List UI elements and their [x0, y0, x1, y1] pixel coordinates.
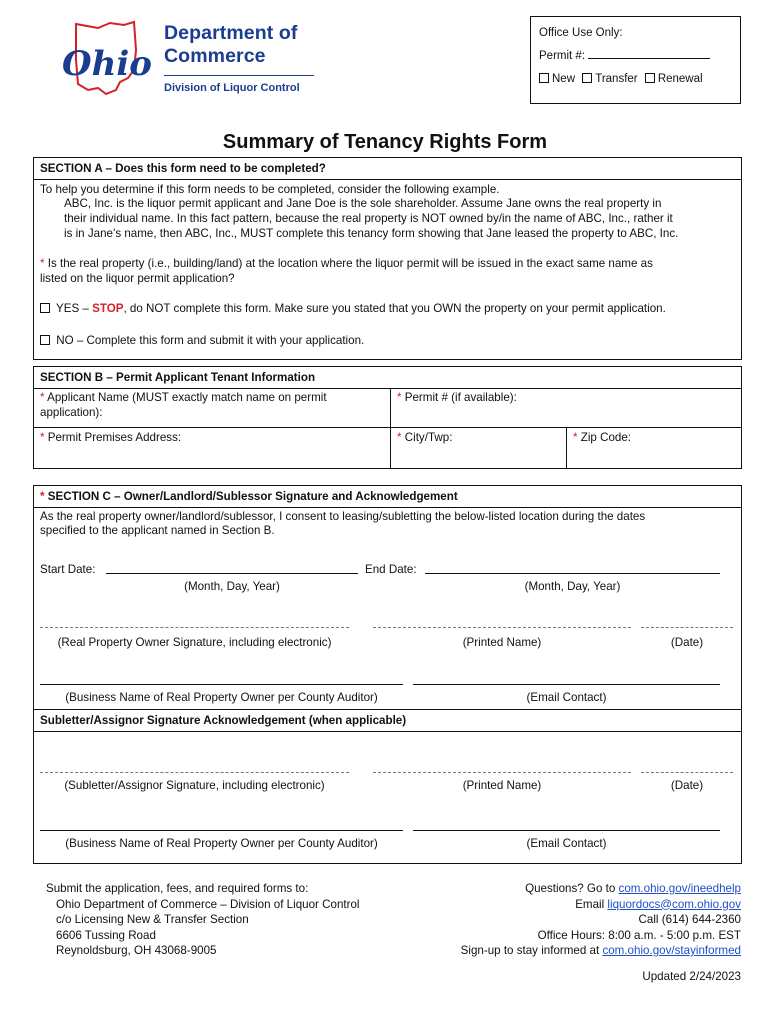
premises-address-field[interactable]: * Permit Premises Address: — [34, 428, 391, 468]
stop-label: STOP — [92, 302, 124, 315]
example-line-2: their individual name. In this fact pattern, because the real property is NOT owned by/in the name of ABC, Inc., rather it — [64, 212, 673, 225]
section-b — [33, 366, 742, 469]
yes-option — [40, 301, 666, 316]
start-date-hint: (Month, Day, Year) — [184, 580, 280, 593]
address-line-1: Ohio Department of Commerce – Division of Liquor Control — [56, 897, 360, 911]
owner-printed-name-caption: (Printed Name) — [462, 636, 542, 649]
submission-address-block — [46, 881, 360, 959]
department-name: Department of Commerce — [164, 22, 298, 67]
form-title: Summary of Tenancy Rights Form — [222, 131, 548, 153]
office-use-box — [530, 16, 741, 104]
subletter-date-field[interactable] — [641, 772, 733, 773]
yes-checkbox[interactable] — [40, 303, 50, 313]
email-link[interactable]: liquordocs@com.ohio.gov — [607, 897, 741, 911]
yes-label: YES – — [56, 302, 89, 315]
section-c — [33, 485, 742, 864]
no-checkbox[interactable] — [40, 335, 50, 345]
end-date-field[interactable] — [425, 573, 720, 574]
address-line-3: 6606 Tussing Road — [56, 928, 156, 942]
yes-instructions: , do NOT complete this form. Make sure you stated that you OWN the property on your permit application. — [123, 302, 666, 315]
new-checkbox[interactable] — [539, 73, 549, 83]
updated-date: Updated 2/24/2023 — [642, 969, 741, 983]
owner-date-caption: (Date) — [670, 636, 704, 649]
ownership-question-line-1: * Is the real property (i.e., building/land) at the location where the liquor permit will be issued in the exact same name as — [40, 257, 653, 270]
start-date-field[interactable] — [106, 573, 358, 574]
no-option — [40, 333, 364, 348]
permit-number-label: Permit #: — [539, 50, 586, 62]
contact-block — [461, 881, 741, 984]
section-a — [33, 157, 742, 360]
example-line-3: is in Jane’s name, then ABC, Inc., MUST complete this tenancy form showing that Jane leased the property to ABC, Inc. — [64, 227, 679, 240]
section-a-intro: To help you determine if this form needs to be completed, consider the following example. — [40, 183, 500, 196]
subletter-printed-name-field[interactable] — [373, 772, 631, 773]
end-date-hint: (Month, Day, Year) — [524, 580, 621, 593]
permit-number-field[interactable] — [588, 48, 710, 59]
consent-line-1: As the real property owner/landlord/sublessor, I consent to leasing/subletting the below-listed location during the dates — [40, 510, 646, 523]
address-line-2: c/o Licensing New & Transfer Section — [56, 913, 249, 926]
email-line: Email liquordocs@com.ohio.gov — [575, 897, 741, 911]
signup-line: Sign-up to stay informed at com.ohio.gov/stayinformed — [460, 944, 741, 957]
permit-number-field-b[interactable]: * Permit # (if available): — [391, 388, 741, 428]
zip-code-field[interactable]: * Zip Code: — [573, 431, 632, 444]
applicant-name-field[interactable]: * Applicant Name (MUST exactly match name on permit application): — [34, 388, 391, 428]
subletter-signature-caption: (Subletter/Assignor Signature, including electronic) — [64, 779, 325, 792]
subletter-printed-name-caption: (Printed Name) — [462, 779, 542, 792]
logo-divider — [164, 75, 314, 76]
phone-line: Call (614) 644-2360 — [638, 913, 741, 926]
start-date-label: Start Date: — [40, 563, 96, 576]
subletter-email-field[interactable] — [413, 830, 720, 831]
division-name: Division of Liquor Control — [164, 82, 300, 94]
end-date-label: End Date: — [365, 563, 417, 576]
section-a-heading: SECTION A – Does this form need to be completed? — [34, 158, 741, 180]
office-use-title: Office Use Only: — [539, 27, 623, 39]
consent-line-2: specified to the applicant named in Section B. — [40, 524, 275, 537]
city-field[interactable]: * City/Twp: — [391, 428, 567, 468]
owner-printed-name-field[interactable] — [373, 627, 631, 628]
subletter-business-name-caption: (Business Name of Real Property Owner per County Auditor) — [65, 837, 378, 850]
ownership-question-line-2: listed on the liquor permit application? — [40, 272, 235, 285]
owner-date-field[interactable] — [641, 627, 733, 628]
help-line: Questions? Go to com.ohio.gov/ineedhelp — [525, 882, 741, 895]
help-link[interactable]: com.ohio.gov/ineedhelp — [618, 882, 741, 895]
ohio-commerce-logo — [58, 20, 323, 100]
example-line-1: ABC, Inc. is the liquor permit applicant and Jane Doe is the sole shareholder. Assume Jane owns the real property in — [64, 197, 662, 210]
owner-email-field[interactable] — [413, 684, 720, 685]
owner-business-name-field[interactable] — [40, 684, 403, 685]
section-b-heading: SECTION B – Permit Applicant Tenant Information — [34, 367, 741, 389]
address-line-4: Reynoldsburg, OH 43068-9005 — [56, 944, 217, 957]
section-c-heading: * SECTION C – Owner/Landlord/Sublessor Signature and Acknowledgement — [34, 486, 741, 508]
subletter-email-caption: (Email Contact) — [526, 837, 607, 850]
owner-signature-field[interactable] — [40, 627, 349, 628]
renewal-checkbox[interactable] — [645, 73, 655, 83]
owner-business-name-caption: (Business Name of Real Property Owner per County Auditor) — [65, 691, 378, 704]
no-label: NO – Complete this form and submit it with your application. — [56, 334, 365, 347]
permit-type-options — [539, 68, 732, 91]
permit-number-row — [539, 45, 732, 68]
owner-email-caption: (Email Contact) — [526, 691, 607, 704]
renewal-option-label: Renewal — [657, 73, 703, 85]
subletter-heading: Subletter/Assignor Signature Acknowledgement (when applicable) — [34, 709, 741, 732]
submit-intro: Submit the application, fees, and required forms to: — [46, 882, 309, 895]
transfer-checkbox[interactable] — [582, 73, 592, 83]
new-option-label: New — [552, 73, 576, 85]
subletter-date-caption: (Date) — [670, 779, 704, 792]
owner-signature-caption: (Real Property Owner Signature, including electronic) — [57, 636, 332, 649]
subletter-business-name-field[interactable] — [40, 830, 403, 831]
subletter-signature-field[interactable] — [40, 772, 349, 773]
ohio-script-wordmark: Ohio — [62, 44, 152, 84]
transfer-option-label: Transfer — [595, 73, 638, 85]
signup-link[interactable]: com.ohio.gov/stayinformed — [602, 944, 741, 957]
office-hours: Office Hours: 8:00 a.m. - 5:00 p.m. EST — [537, 928, 741, 942]
